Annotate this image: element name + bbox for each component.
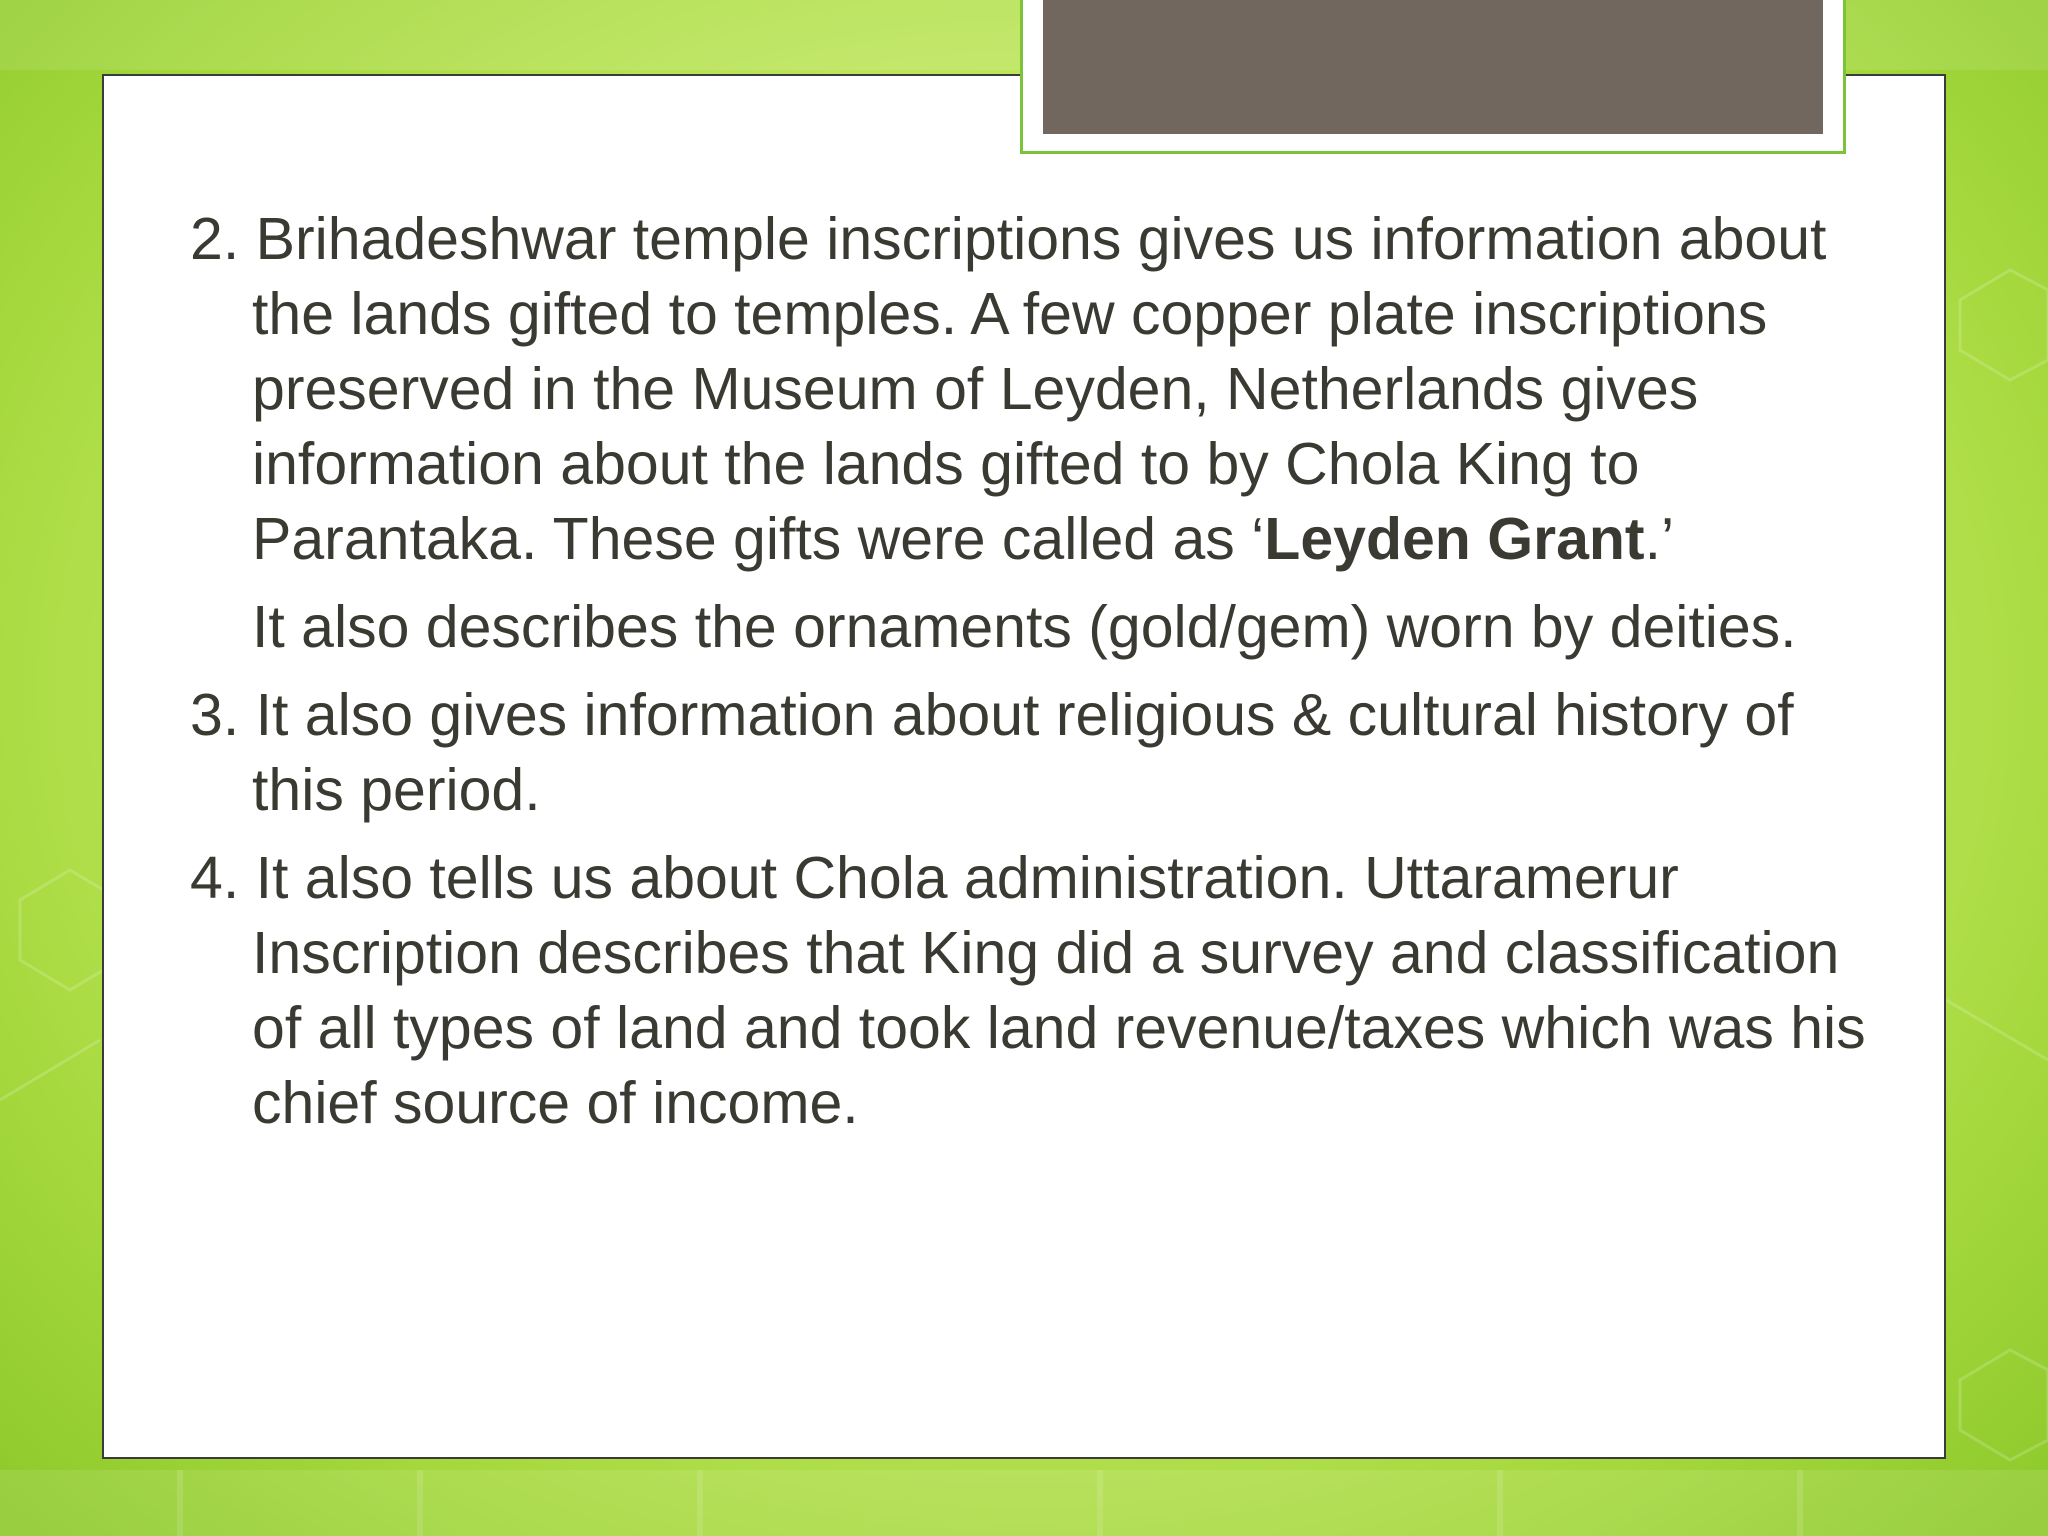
slide-body [190,202,1870,1154]
paragraph-2-text: 2. Brihadeshwar temple inscriptions gives us information about the lands gifted to temples. A few copper plate inscriptions preserved in the Museum of Leyden, Netherlands gives information about the lands gifted to by Chola King to Parantaka. These gifts were called as ‘ [190,206,1827,572]
paragraph-2-continued: It also describes the ornaments (gold/gem) worn by deities. [252,594,1797,660]
paragraph-2 [190,202,1870,577]
paragraph-2-end: .’ [1644,506,1675,572]
paragraph-3: 3. It also gives information about religious & cultural history of this period. [190,682,1794,823]
title-placeholder-tab [1020,0,1846,154]
paragraph-4: 4. It also tells us about Chola administration. Uttaramerur Inscription describes that King did a survey and classification of all types of land and took land revenue/taxes which was his chief source of income. [190,845,1866,1136]
title-placeholder-bar [1043,0,1823,134]
leyden-grant-bold: Leyden Grant [1264,506,1645,572]
